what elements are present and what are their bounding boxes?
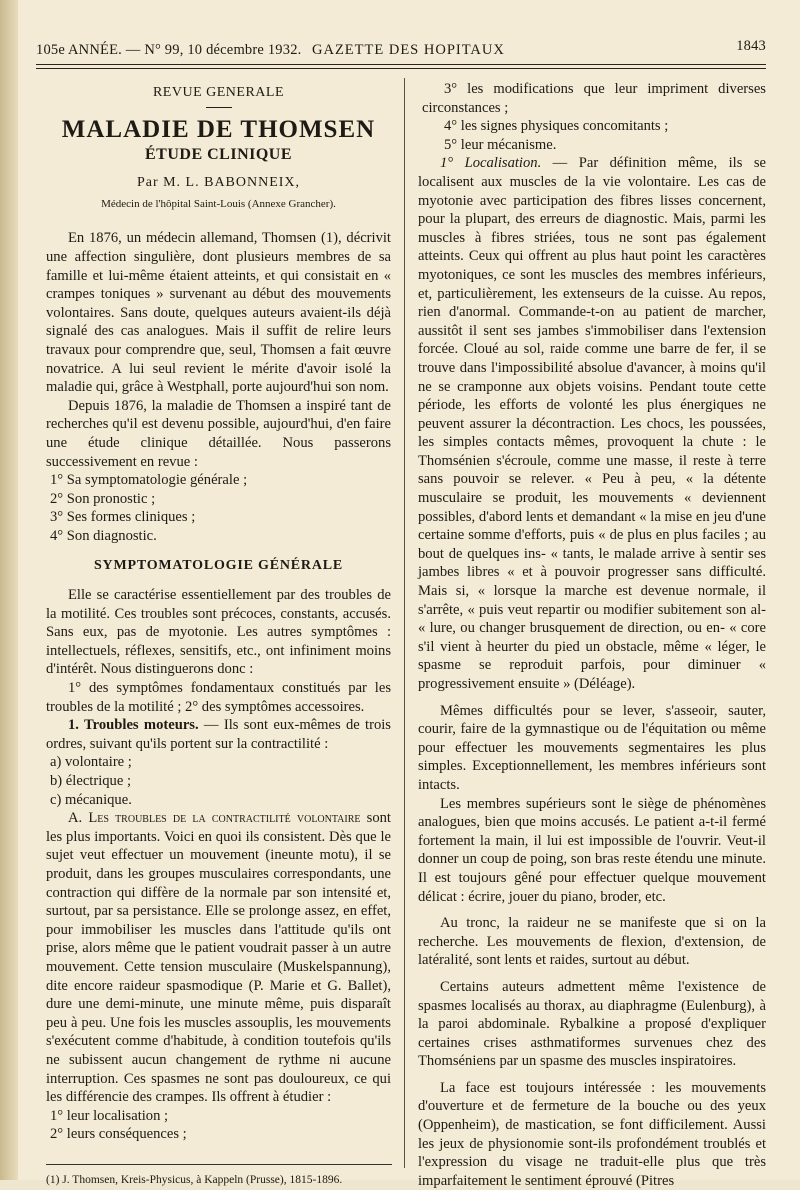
section-heading-symptomatologie: SYMPTOMATOLOGIE GÉNÉRALE [93, 558, 344, 574]
body-paragraph: Mêmes difficultés pour se lever, s'asseoir, sauter, courir, faire de la gymnastique ou de l'équitation ou même pour effectuer les mouvements segmentaires les plus simples. Exceptionnellement, les membres inférieurs sont intacts. [418, 702, 766, 793]
voluntary-contractility-paragraph [46, 809, 391, 1107]
section-rule [206, 107, 232, 108]
voluntary-contractility-text: sont les plus importants. Voici en quoi ils consistent. Dès que le sujet veut effectuer un mouvement (ineunte motu), il se produit, dans les groupes musculaires correspondants, une contraction qui diffère de la normale par son intensité et, surtout, par sa persistance. Elle se prolonge assez, en effet, pour immobiliser les muscles dans l'attitude qu'ils ont prise, alors même que le patient voudrait passer à un autre mouvement. Cette tension musculaire (Muskelspannung), dite encore raideur spasmodique (P. Marie et G. Ballet), dure une demi-minute, une minute même, puis disparaît peu à peu. Une fois les muscles assouplis, les mouvements s'exécutent comme d'habitude, à condition toutefois qu'ils ne subissent aucun changement de rythme ni aucune interruption. Ces spasmes ne sont pas douloureux, ce qui les différencie des crampes. Ils offrent à étudier : [46, 810, 391, 1106]
study-list-continued [418, 80, 766, 154]
localisation-paragraph [418, 154, 766, 693]
page-binding-edge [0, 0, 18, 1180]
right-column [418, 80, 766, 1190]
issue-line: 105e ANNÉE. — N° 99, 10 décembre 1932. [36, 42, 302, 58]
motor-troubles-paragraph [46, 716, 391, 753]
header-rule-thin [36, 68, 766, 69]
plan-item: 3° Ses formes cliniques ; [50, 509, 196, 526]
face-paragraph: La face est toujours intéressée : les mouvements d'ouverture et de fermeture de la bouche ou des yeux (Oppenheim), de mastication, se font difficilement. Aussi les jeux de physionomie sont-ils profondément troublés et l'expression du visage ne traduit-elle plus que très imparfaitement le sentiment éprouvé (Pitres [418, 1079, 766, 1189]
author-affiliation: Médecin de l'hôpital Saint-Louis (Annexe Grancher). [101, 197, 336, 210]
contractility-list [46, 753, 391, 809]
plan-item: 4° Son diagnostic. [50, 527, 157, 544]
article-title: MALADIE DE THOMSEN [61, 115, 376, 143]
footnote-rule [46, 1164, 392, 1165]
intro-paragraph-1: En 1876, un médecin allemand, Thomsen (1), décrivit une affection singulière, dont plusieurs membres de sa famille et lui-même étaient atteints, et qui consistait en « crampes toniques » survenant au début des mouvements volontaires. Sans doute, quelques auteurs avaient-ils déjà signalé des cas analogues. Mais il suffit de relire leurs travaux pour comprendre que, seul, Thomsen a fait œuvre novatrice. A lui seul revient le mérite d'avoir isolé la maladie qui, grâce à Westphall, porte aujourd'hui son nom. [46, 230, 391, 396]
motor-troubles-text: — Ils sont eux-mêmes de trois ordres, suivant qu'ils portent sur la contractilité : [46, 717, 391, 752]
voluntary-contractility-heading: A. Les troubles de la contractilité volontaire [68, 810, 361, 827]
study-list [46, 1107, 391, 1144]
study-item: 2° leurs conséquences ; [50, 1126, 187, 1143]
contractility-item: c) mécanique. [50, 791, 132, 808]
header-rule-thick [36, 64, 766, 65]
contractility-item: b) électrique ; [50, 773, 132, 789]
page-number: 1843 [736, 38, 766, 54]
plan-item: 2° Son pronostic ; [50, 490, 156, 507]
footnote: (1) J. Thomsen, Kreis-Physicus, à Kappeln (Prusse), 1815-1896. [46, 1173, 343, 1186]
section-label: REVUE GENERALE [152, 85, 285, 100]
upper-limbs-paragraph: Les membres supérieurs sont le siège de phénomènes analogues, bien que moins accusés. Le patient a-t-il fermé fortement la main, il lui est impossible de l'ouvrir. Veut-il donner un coup de poing, son bras reste étendu une minute. Il est toujours gêné pour effectuer quelque mouvement délicat : écrire, jouer du piano, broder, etc. [418, 795, 766, 905]
trunk-paragraph: Au tronc, la raideur ne se manifeste que si on la recherche. Les mouvements de flexion, d'extension, de latéralité, sont lents et raides, surtout au début. [418, 915, 766, 969]
author-line: Par M. L. BABONNEIX, [136, 175, 301, 191]
thorax-paragraph: Certains auteurs admettent même l'existence de spasmes localisés au thorax, au diaphragme (Eulenburg), à la paroi abdominale. Rybalkine a proposé d'expliquer certaines crises asthmatiformes survenues chez des Thomséniens par un spasme des muscles inspiratoires. [418, 978, 766, 1070]
localisation-heading: 1° Localisation. [440, 155, 542, 172]
plan-list [46, 471, 391, 545]
study-item: 5° leur mécanisme. [444, 136, 557, 153]
contractility-item: a) volontaire ; [50, 754, 132, 771]
study-item: 3° les modifications que leur impriment diverses circonstances ; [422, 81, 766, 116]
running-header [36, 38, 766, 64]
symptomatology-paragraph: Elle se caractérise essentiellement par des troubles de la motilité. Ces troubles sont précoces, constants, accusés. Sans eux, pas de myotonie. Les autres symptômes : intellectuels, réflexes, sensitifs, etc., ont infiniment moins d'intérêt. Nous distinguerons donc : [46, 587, 391, 678]
article-subtitle: ÉTUDE CLINIQUE [144, 145, 293, 163]
study-item: 4° les signes physiques concomitants ; [444, 118, 669, 135]
journal-name: GAZETTE DES HOPITAUX [312, 42, 505, 58]
symptoms-division-paragraph: 1° des symptômes fondamentaux constitués par les troubles de la motilité ; 2° des symptômes accessoires. [46, 680, 391, 715]
study-item: 1° leur localisation ; [50, 1107, 169, 1124]
column-divider [404, 78, 405, 1168]
intro-paragraph-2: Depuis 1876, la maladie de Thomsen a inspiré tant de recherches qu'il est devenu possible, aujourd'hui, d'en faire une étude clinique détaillée. Nous passerons successivement en revue : [46, 397, 391, 470]
localisation-text: — Par définition même, ils se localisent aux muscles de la vie volontaire. Les cas de myotonie avec participation des fibres lisses concernent, pour la plupart, des erreurs de diagnostic. Mais, parmi les muscles à fibres striées, tous ne sont pas également atteints. Ceux qui offrent au plus haut point les caractères myotoniques, ce sont les muscles des membres inférieurs, et, particulièrement, les extenseurs de la cuisse. Au repos, rien d'anormal. Commande-t-on au patient de marcher, aussitôt il sent ses jambes s'immobiliser dans l'extension forcée. Cloué au sol, raide comme une barre de fer, il se trouve dans l'impossibilité absolue d'avancer, à moins qu'il ne se cramponne aux objets voisins. Pendant toute cette période, les efforts de volonté les plus énergiques ne peuvent assurer la décontraction. Les chocs, les poussées, les simples contacts mêmes, provoquent la chute : le Thomsénien s'écroule, comme une masse, il reste à terre sans pouvoir se relever. « Peu à peu, « la détente musculaire se produit, les mouvements « deviennent possibles, d'abord lents et demandant « la mise en jeu d'une certaine somme d'efforts, puis « de plus en plus faciles ; au bout de quelques ins- « tants, le malade arrive à sentir ses jambes libres « et à pouvoir progresser sans difficulté. Mais si, « lorsque la marche est devenue normale, il s'arrête, « puis veut repartir ou modifier subitement son al- « lure, ou changer brusquement de direction, ou en- « core s'il vient à heurter du pied un obstacle, même « léger, le spasme se reproduit parfois, pour diminuer « progressivement ensuite » (Déléage). [418, 155, 766, 692]
plan-item: 1° Sa symptomatologie générale ; [50, 472, 248, 489]
motor-troubles-heading: 1. Troubles moteurs. [68, 717, 199, 734]
left-column [46, 80, 391, 1189]
